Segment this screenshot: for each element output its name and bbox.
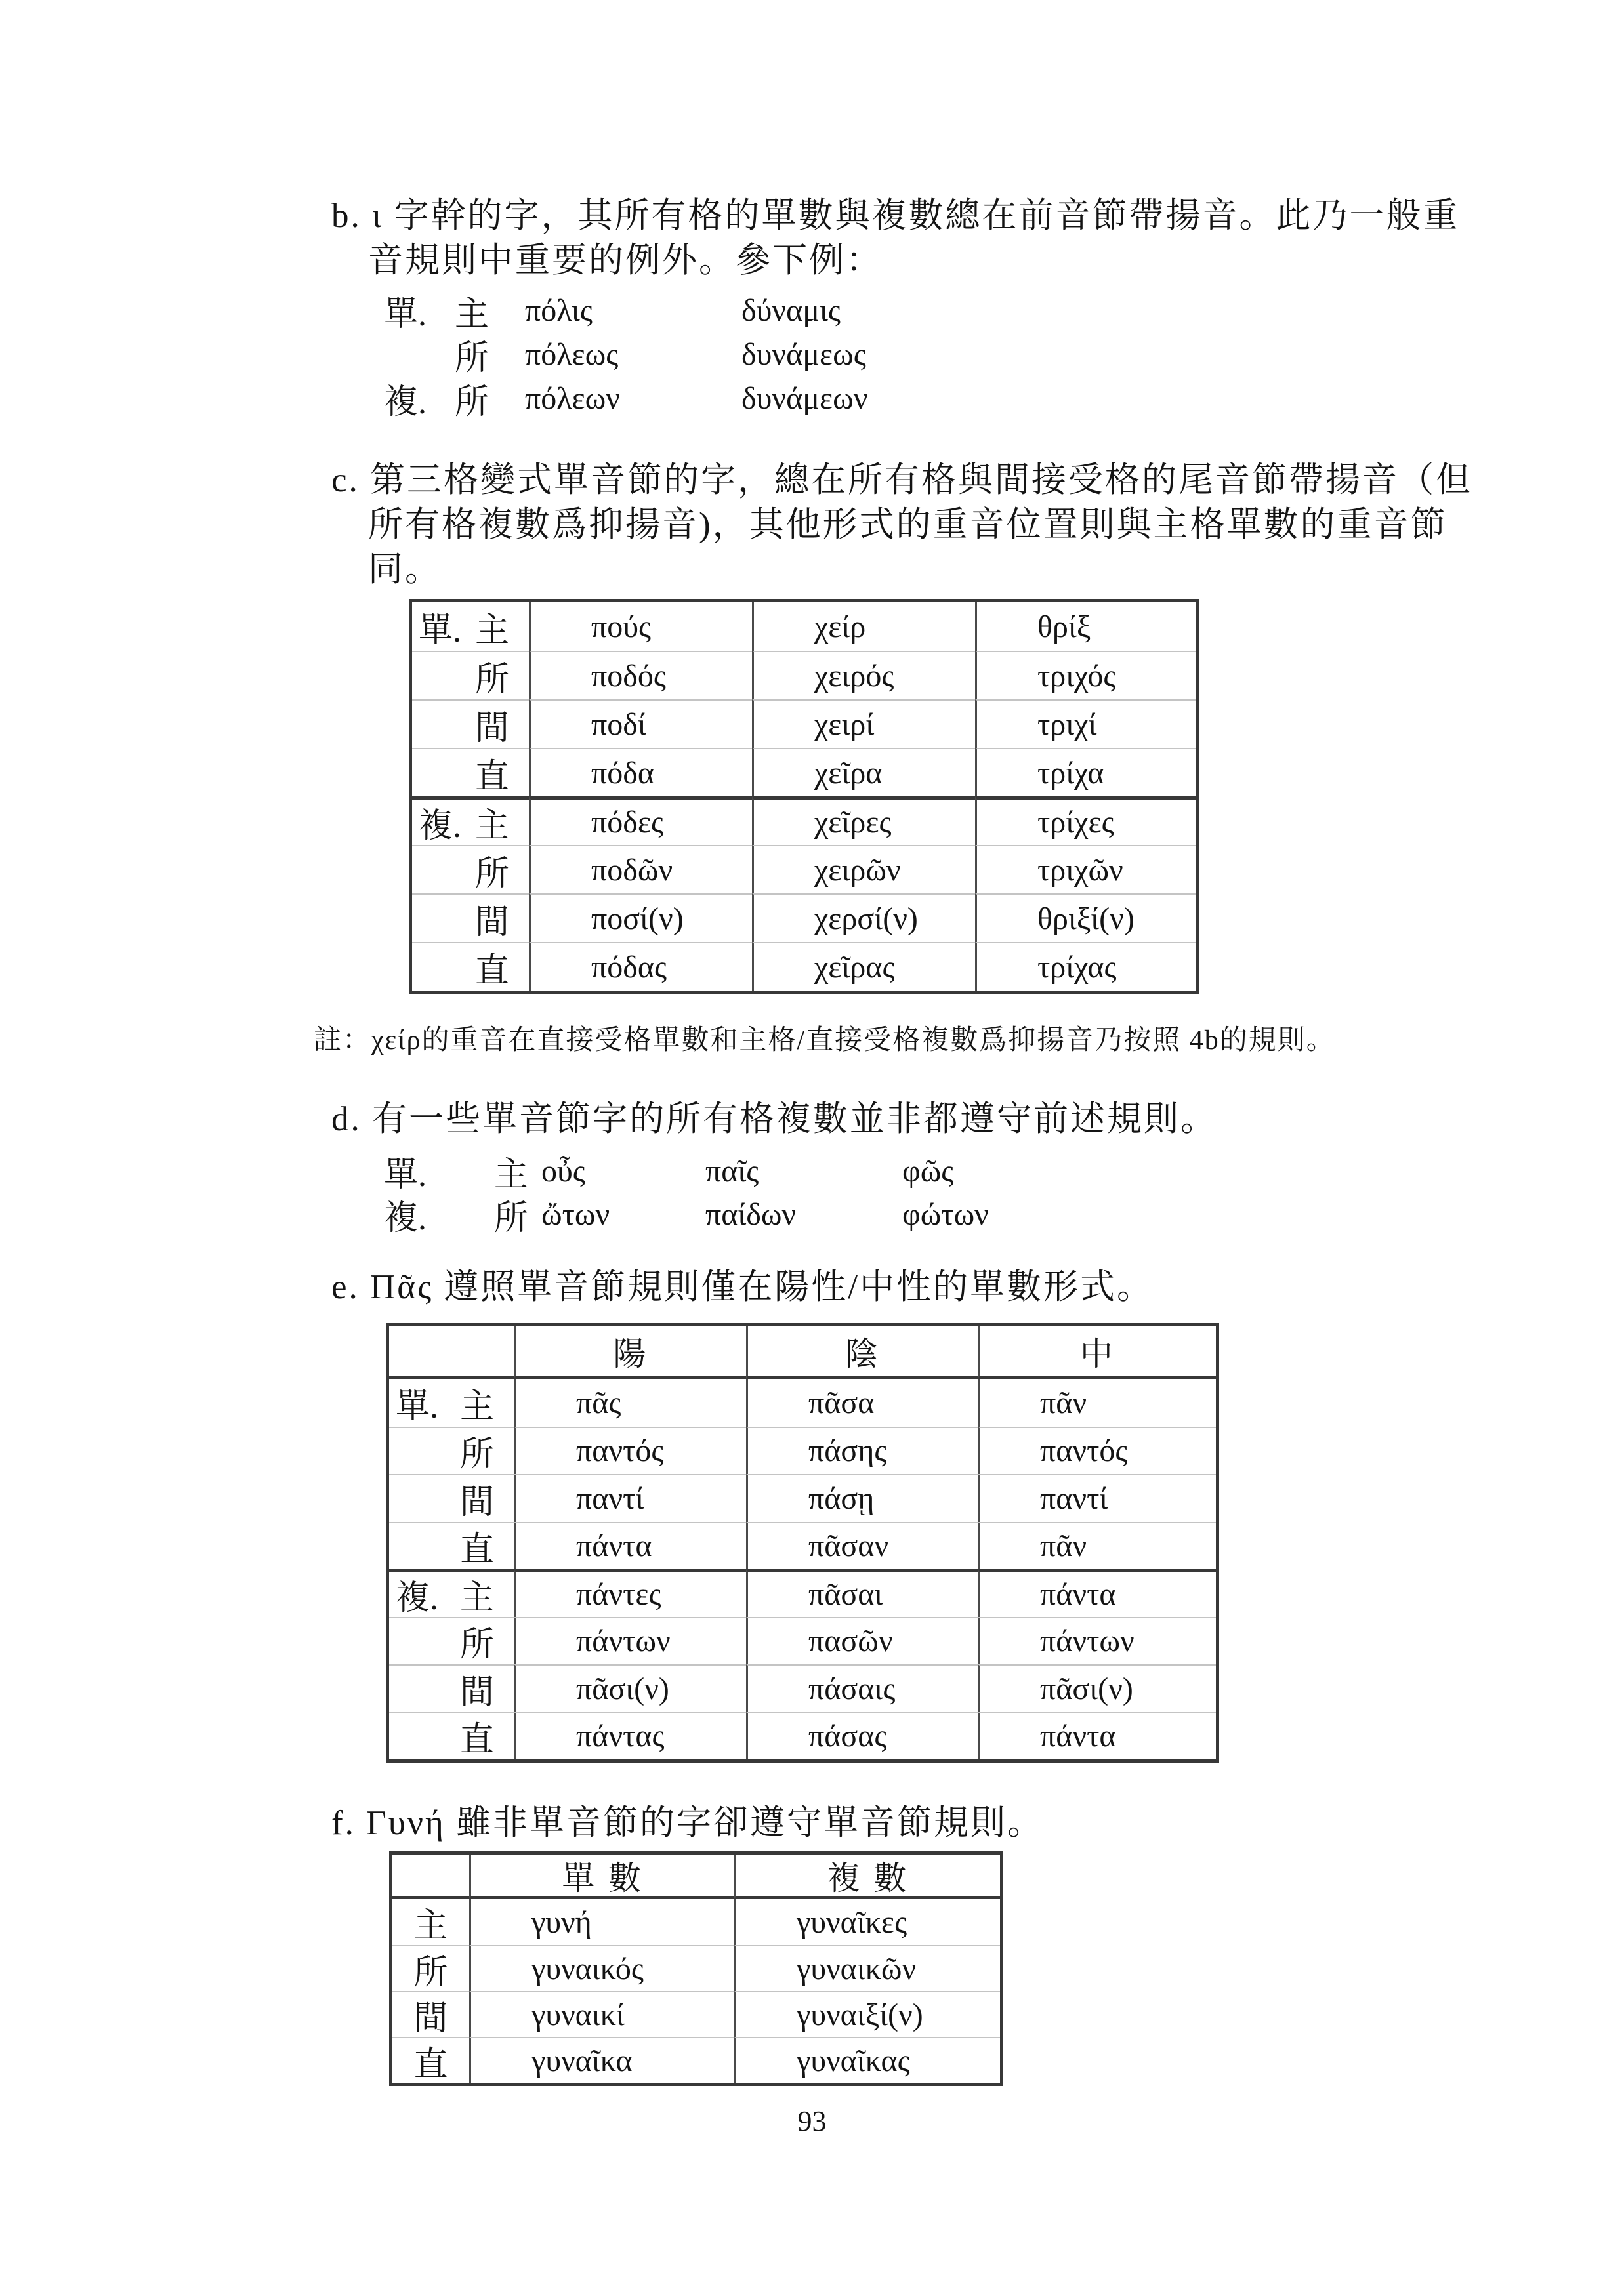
number-prefix: 複.	[419, 808, 462, 845]
greek-form: παντός	[978, 1427, 1216, 1475]
greek-form: δυνάμεων	[741, 381, 868, 416]
case-label	[412, 748, 529, 796]
greek-form: γυναῖκες	[734, 1899, 1000, 1945]
case-label	[384, 1190, 528, 1239]
greek-form: χεῖρας	[752, 942, 975, 991]
case-char: 主	[459, 1580, 494, 1617]
case-label	[412, 942, 529, 991]
case-label	[392, 1991, 469, 2037]
greek-form: τρίχες	[975, 796, 1196, 845]
declension-table-pas	[386, 1323, 1219, 1763]
number-prefix: 單.	[419, 611, 462, 649]
case-label	[412, 893, 529, 942]
greek-form: τριχός	[975, 651, 1196, 699]
greek-form: πάσας	[746, 1712, 978, 1760]
case-label	[389, 1522, 514, 1570]
greek-form: τριχί	[975, 699, 1196, 748]
greek-form: πόδες	[529, 796, 752, 845]
greek-form: παντί	[978, 1474, 1216, 1522]
greek-form: πασῶν	[746, 1617, 978, 1665]
case-label	[389, 1474, 514, 1522]
case-char: 所	[413, 1954, 448, 1991]
paragraph-d	[331, 1097, 1217, 1141]
paradigm-b	[384, 289, 867, 420]
greek-form: πάντας	[514, 1712, 746, 1760]
case-label	[389, 1427, 514, 1475]
case-label	[384, 374, 489, 423]
greek-form: παίδων	[705, 1197, 797, 1232]
greek-form: χειρί	[752, 699, 975, 748]
text-line: d. 有一些單音節字的所有格複數並非都遵守前述規則。	[331, 1100, 1217, 1138]
greek-form: πούς	[529, 602, 752, 651]
greek-form: ποσί(ν)	[529, 893, 752, 942]
case-label	[412, 699, 529, 748]
text-line: 所有格複數爲抑揚音)，其他形式的重音位置則與主格單數的重音節	[368, 506, 1447, 544]
case-label	[389, 1664, 514, 1712]
case-label	[412, 651, 529, 699]
greek-form: χεῖρα	[752, 748, 975, 796]
greek-form: πᾶσαν	[746, 1522, 978, 1570]
case-label	[384, 1147, 528, 1196]
case-char: 直	[413, 2045, 448, 2083]
number-prefix: 單.	[396, 1387, 439, 1425]
greek-form: πόλεως	[525, 337, 619, 372]
greek-form: χεῖρες	[752, 796, 975, 845]
case-char: 間	[459, 1483, 494, 1521]
greek-form: πᾶς	[514, 1379, 746, 1427]
paragraph-b	[331, 194, 1460, 283]
number-prefix: 複.	[384, 1199, 427, 1237]
case-char: 所	[474, 855, 509, 893]
declension-table-third	[409, 599, 1199, 994]
header-plural: 複 數	[734, 1855, 1000, 1899]
greek-form: πάντων	[978, 1617, 1216, 1665]
greek-form: πᾶσα	[746, 1379, 978, 1427]
case-label	[384, 286, 489, 335]
case-char: 主	[493, 1156, 528, 1194]
number-prefix: 複.	[396, 1580, 439, 1617]
text-line: 音規則中重要的例外。參下例：	[368, 241, 883, 279]
case-label	[389, 1617, 514, 1665]
greek-form: τριχῶν	[975, 845, 1196, 893]
greek-form: πᾶσι(ν)	[978, 1664, 1216, 1712]
case-char: 主	[474, 611, 509, 649]
footnote: 註：χείρ的重音在直接受格單數和主格/直接受格複數爲抑揚音乃按照 4b的規則。	[314, 1025, 1335, 1056]
greek-form: πάσαις	[746, 1664, 978, 1712]
greek-form: τρίχας	[975, 942, 1196, 991]
greek-form: θριξί(ν)	[975, 893, 1196, 942]
text-line: 同。	[368, 550, 442, 588]
greek-form: γυναῖκας	[734, 2037, 1000, 2083]
text-line: c. 第三格變式單音節的字，總在所有格與間接受格的尾音節帶揚音（但	[331, 461, 1473, 499]
paradigm-d	[384, 1149, 989, 1236]
case-label	[392, 1899, 469, 1945]
case-char: 所	[474, 661, 509, 699]
case-label	[392, 1945, 469, 1991]
case-char: 間	[474, 709, 509, 747]
greek-form: πᾶσι(ν)	[514, 1664, 746, 1712]
paragraph-f	[331, 1801, 1044, 1845]
greek-form: ποδῶν	[529, 845, 752, 893]
case-char: 所	[454, 384, 489, 421]
text-line: f. Γυνή 雖非單音節的字卻遵守單音節規則。	[331, 1804, 1044, 1842]
case-label	[389, 1569, 514, 1617]
greek-form: πάντα	[978, 1712, 1216, 1760]
case-label	[384, 330, 489, 379]
case-label	[412, 845, 529, 893]
text-line: e. Πᾶς 遵照單音節規則僅在陽性/中性的單數形式。	[331, 1268, 1154, 1306]
greek-form: χειρός	[752, 651, 975, 699]
paragraph-e	[331, 1265, 1154, 1309]
case-char: 直	[459, 1721, 494, 1759]
greek-form: πάντων	[514, 1617, 746, 1665]
greek-form: πόλεων	[525, 381, 620, 416]
greek-form: πόδα	[529, 748, 752, 796]
greek-form: χείρ	[752, 602, 975, 651]
case-char: 主	[474, 808, 509, 845]
greek-form: πάσης	[746, 1427, 978, 1475]
greek-form: πόδας	[529, 942, 752, 991]
number-prefix: 單.	[384, 296, 427, 333]
text-line: b. ι 字幹的字，其所有格的單數與複數總在前音節帶揚音。此乃一般重	[331, 197, 1460, 235]
case-char: 主	[454, 296, 489, 333]
greek-form: πόλις	[525, 293, 593, 328]
greek-form: ποδί	[529, 699, 752, 748]
greek-form: δύναμις	[741, 293, 841, 328]
case-label	[389, 1379, 514, 1427]
greek-form: γυναικός	[469, 1945, 734, 1991]
header-singular: 單 數	[469, 1855, 734, 1899]
case-char: 直	[459, 1531, 494, 1569]
case-char: 直	[474, 758, 509, 796]
header-empty	[392, 1855, 469, 1899]
greek-form: πάσῃ	[746, 1474, 978, 1522]
case-char: 主	[459, 1387, 494, 1425]
number-prefix: 複.	[384, 384, 427, 421]
declension-table-gyne	[389, 1851, 1003, 2086]
case-char: 間	[413, 1999, 448, 2037]
greek-form: παντί	[514, 1474, 746, 1522]
greek-form: οὖς	[541, 1153, 585, 1189]
greek-form: θρίξ	[975, 602, 1196, 651]
greek-form: πᾶσαι	[746, 1569, 978, 1617]
greek-form: χερσί(ν)	[752, 893, 975, 942]
greek-form: πάντα	[978, 1569, 1216, 1617]
greek-form: πᾶν	[978, 1379, 1216, 1427]
greek-form: γυναικί	[469, 1991, 734, 2037]
page-number: 93	[797, 2105, 827, 2137]
greek-form: γυναικῶν	[734, 1945, 1000, 1991]
greek-form: γυνή	[469, 1899, 734, 1945]
greek-form: φῶς	[902, 1153, 954, 1189]
case-char: 直	[474, 952, 509, 990]
greek-form: γυναιξί(ν)	[734, 1991, 1000, 2037]
case-char: 間	[474, 903, 509, 941]
greek-form: πᾶν	[978, 1522, 1216, 1570]
greek-form: γυναῖκα	[469, 2037, 734, 2083]
greek-form: πάντες	[514, 1569, 746, 1617]
greek-form: ὤτων	[541, 1197, 610, 1232]
case-label	[392, 2037, 469, 2083]
greek-form: παῖς	[705, 1153, 759, 1189]
case-label	[412, 796, 529, 845]
case-char: 間	[459, 1673, 494, 1712]
case-char: 所	[459, 1626, 494, 1664]
header-feminine: 陰	[746, 1326, 978, 1379]
greek-form: φώτων	[902, 1197, 989, 1232]
header-empty	[389, 1326, 514, 1379]
case-label	[412, 602, 529, 651]
case-char: 主	[413, 1907, 448, 1945]
greek-form: χειρῶν	[752, 845, 975, 893]
header-neuter: 中	[978, 1326, 1216, 1379]
header-masculine: 陽	[514, 1326, 746, 1379]
case-char: 所	[454, 340, 489, 377]
case-label	[389, 1712, 514, 1760]
case-char: 所	[459, 1436, 494, 1474]
greek-form: πάντα	[514, 1522, 746, 1570]
greek-form: τρίχα	[975, 748, 1196, 796]
paragraph-c	[331, 458, 1472, 592]
greek-form: ποδός	[529, 651, 752, 699]
number-prefix: 單.	[384, 1156, 427, 1194]
greek-form: δυνάμεως	[741, 337, 866, 372]
case-char: 所	[493, 1199, 528, 1237]
greek-form: παντός	[514, 1427, 746, 1475]
